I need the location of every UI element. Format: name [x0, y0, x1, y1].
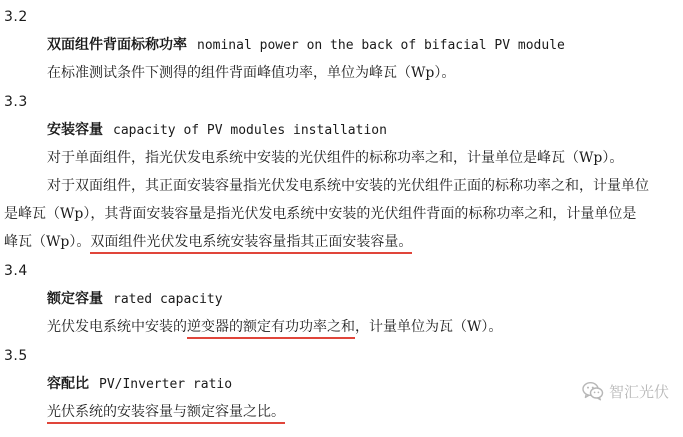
definition-3-5	[47, 403, 285, 421]
term-3-3	[47, 121, 387, 140]
definition-3-4-a: 光伏发电系统中安装的	[47, 319, 187, 335]
definition-3-3-single: 对于单面组件，指光伏发电系统中安装的光伏组件的标称功率之和，计量单位是峰瓦（Wp）。	[47, 150, 624, 166]
section-number-3-3: 3.3	[4, 94, 28, 110]
term-3-4	[47, 290, 223, 309]
highlight-3-3: 双面组件光伏发电系统安装容量指其正面安装容量。	[90, 234, 412, 254]
section-number-3-2: 3.2	[4, 9, 28, 25]
definition-3-4-b: ，计量单位为瓦（W）。	[355, 319, 503, 335]
term-3-2	[47, 36, 565, 55]
term-zh-3-3: 安装容量	[47, 122, 103, 138]
term-zh-3-2: 双面组件背面标称功率	[47, 37, 187, 53]
highlight-3-5: 光伏系统的安装容量与额定容量之比。	[47, 404, 285, 424]
term-en-3-4: rated capacity	[113, 292, 223, 307]
definition-3-3-bifacial-line3	[4, 233, 412, 251]
term-en-3-2: nominal power on the back of bifacial PV module	[197, 38, 565, 53]
term-zh-3-5: 容配比	[47, 376, 89, 392]
definition-3-3-bifacial-line1: 对于双面组件，其正面安装容量指光伏发电系统中安装的光伏组件正面的标称功率之和，计量单位	[47, 178, 649, 194]
highlight-3-4: 逆变器的额定有功功率之和	[187, 319, 355, 339]
term-en-3-3: capacity of PV modules installation	[113, 123, 387, 138]
section-number-3-5: 3.5	[4, 348, 28, 364]
watermark	[582, 379, 669, 403]
term-3-5	[47, 375, 232, 394]
term-zh-3-4: 额定容量	[47, 291, 103, 307]
definition-3-2: 在标准测试条件下测得的组件背面峰值功率，单位为峰瓦（Wp）。	[47, 65, 456, 81]
definition-3-4	[47, 318, 502, 336]
wechat-icon	[582, 381, 604, 401]
term-en-3-5: PV/Inverter ratio	[99, 377, 233, 392]
watermark-text: 智汇光伏	[608, 382, 669, 401]
definition-3-3-line3-plain: 峰瓦（Wp）。	[4, 234, 91, 250]
definition-3-3-bifacial-line2: 是峰瓦（Wp），其背面安装容量是指光伏发电系统中安装的光伏组件背面的标称功率之和，计量单位是	[4, 206, 637, 222]
section-number-3-4: 3.4	[4, 263, 28, 279]
